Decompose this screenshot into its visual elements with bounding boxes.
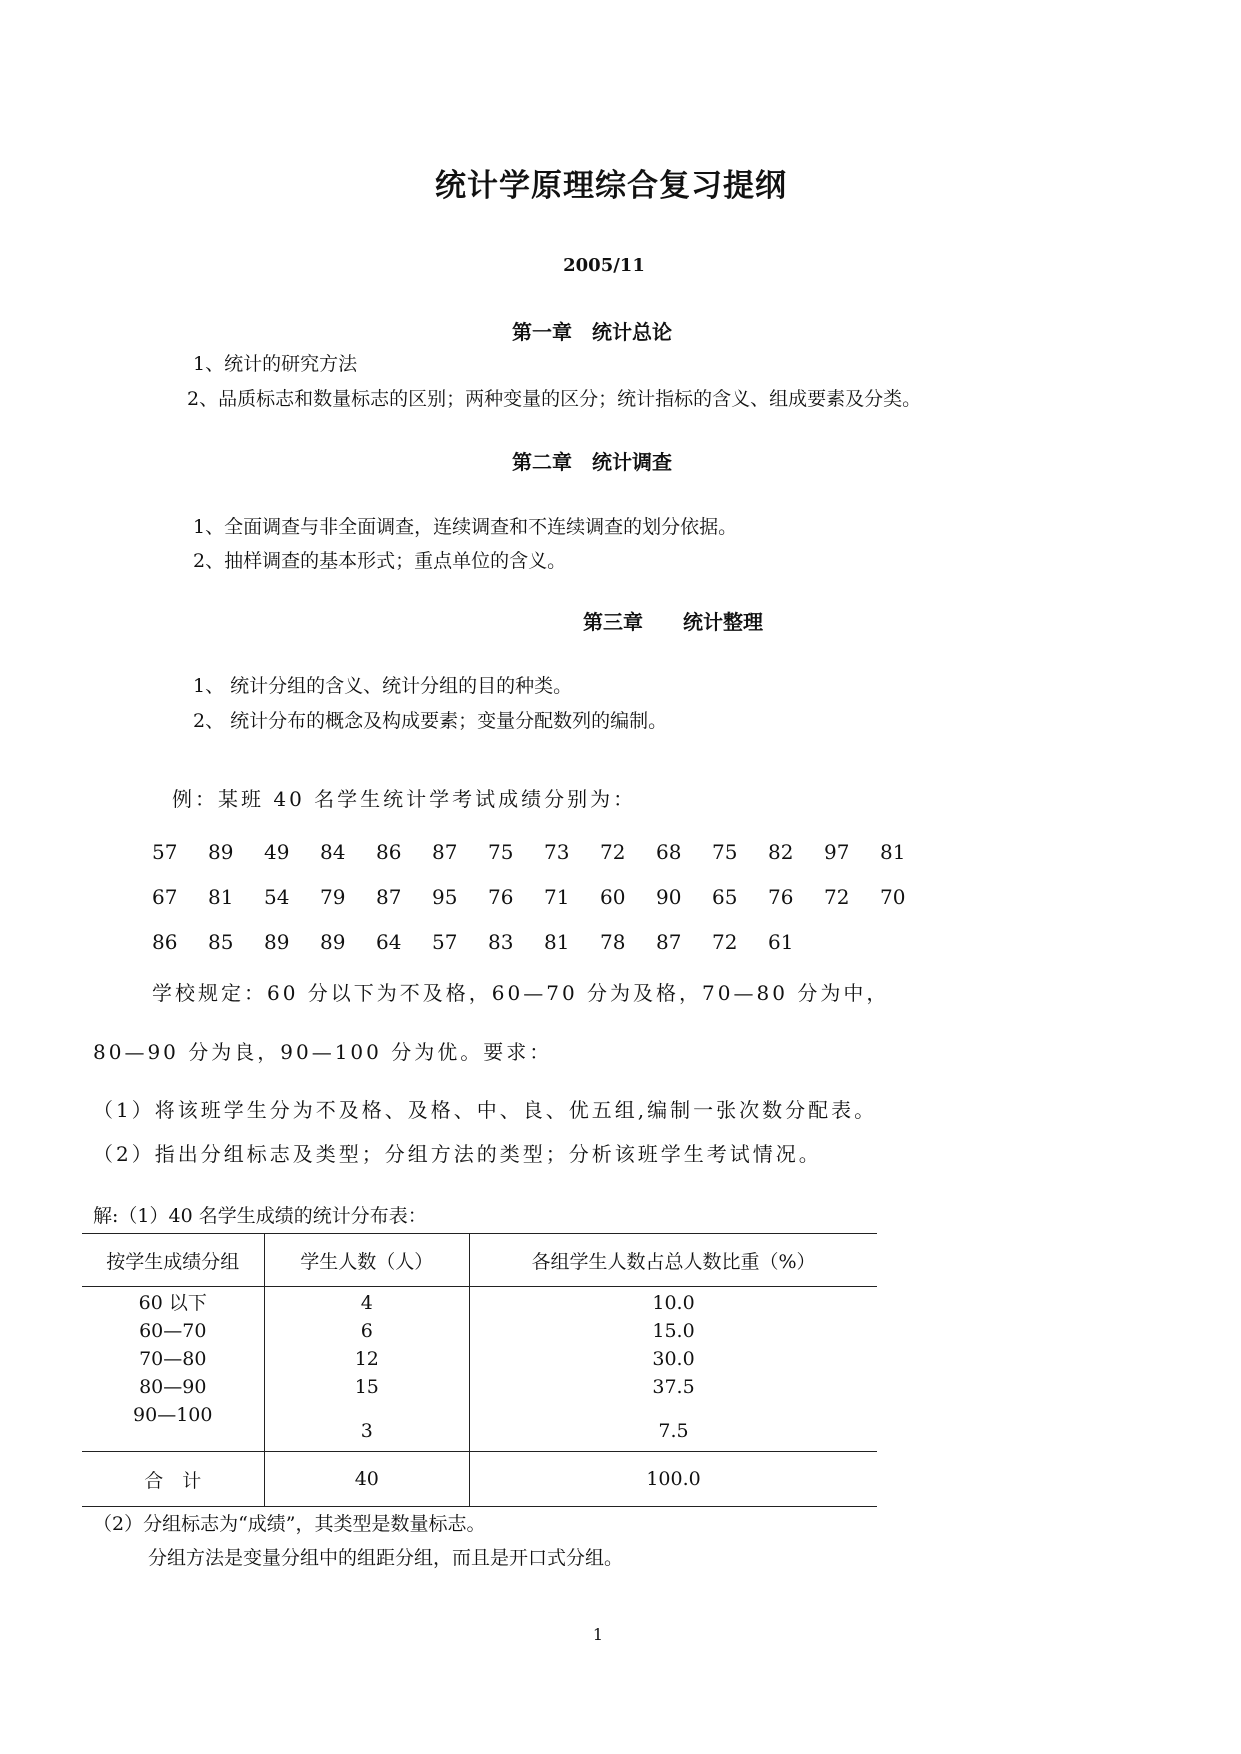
table-row — [82, 1287, 877, 1318]
score-value: 87 — [432, 840, 458, 864]
table-row — [82, 1345, 877, 1373]
percentage-cell: 37.5 — [652, 1376, 695, 1398]
score-value: 89 — [208, 840, 234, 864]
score-value: 70 — [880, 885, 906, 909]
scores-row-2 — [152, 885, 936, 909]
score-value: 85 — [208, 930, 234, 954]
score-value: 81 — [880, 840, 906, 864]
scores-row-1 — [152, 840, 936, 864]
score-value: 83 — [488, 930, 514, 954]
percentage-cell: 10.0 — [652, 1292, 695, 1314]
percentage-cell: 30.0 — [652, 1348, 695, 1370]
score-value: 87 — [376, 885, 402, 909]
score-value: 60 — [600, 885, 626, 909]
score-value: 64 — [376, 930, 402, 954]
total-count-cell: 40 — [264, 1452, 470, 1507]
column-header-student-count: 学生人数（人） — [264, 1234, 470, 1287]
grade-group-cell: 90—100 — [133, 1404, 213, 1426]
chapter-2-item-2: 2、抽样调查的基本形式；重点单位的含义。 — [193, 550, 567, 572]
score-value: 90 — [656, 885, 682, 909]
table-row — [82, 1401, 877, 1452]
score-value: 97 — [824, 840, 850, 864]
table-caption: 解:（1）40 名学生成绩的统计分布表： — [93, 1205, 427, 1227]
score-value: 86 — [152, 930, 178, 954]
chapter-2-item-1: 1、全面调查与非全面调查，连续调查和不连续调查的划分依据。 — [193, 516, 738, 538]
student-count-cell: 12 — [264, 1345, 470, 1373]
score-value: 81 — [208, 885, 234, 909]
score-value: 87 — [656, 930, 682, 954]
student-count-cell: 3 — [264, 1401, 470, 1452]
chapter-3-item-1: 1、 统计分组的含义、统计分组的目的种类。 — [193, 675, 573, 697]
score-value: 57 — [432, 930, 458, 954]
column-header-grade-group: 按学生成绩分组 — [106, 1250, 240, 1273]
score-value: 49 — [264, 840, 290, 864]
grade-group-cell: 80—90 — [139, 1376, 207, 1398]
table-total-row — [82, 1452, 877, 1507]
table-header-row — [82, 1234, 877, 1287]
solution-note-1: （2）分组标志为“成绩”，其类型是数量标志。 — [93, 1513, 486, 1535]
document-title: 统计学原理综合复习提纲 — [435, 168, 787, 204]
grade-group-cell: 60 以下 — [138, 1292, 207, 1314]
percentage-cell: 15.0 — [652, 1320, 695, 1342]
grade-group-cell: 70—80 — [139, 1348, 207, 1370]
solution-note-2: 分组方法是变量分组中的组距分组，而且是开口式分组。 — [148, 1547, 624, 1569]
distribution-table — [82, 1233, 877, 1507]
score-value: 67 — [152, 885, 178, 909]
chapter-2-heading: 第二章 统计调查 — [512, 450, 672, 474]
score-value: 82 — [768, 840, 794, 864]
chapter-3-heading: 第三章 统计整理 — [583, 610, 763, 634]
total-percentage-cell: 100.0 — [646, 1468, 701, 1490]
chapter-1-heading: 第一章 统计总论 — [512, 320, 672, 344]
chapter-1-item-2: 2、品质标志和数量标志的区别；两种变量的区分；统计指标的含义、组成要素及分类。 — [187, 388, 922, 410]
score-value: 76 — [488, 885, 514, 909]
student-count-cell: 6 — [264, 1317, 470, 1345]
score-value: 68 — [656, 840, 682, 864]
score-value: 78 — [600, 930, 626, 954]
score-value: 76 — [768, 885, 794, 909]
score-value: 81 — [544, 930, 570, 954]
score-value: 57 — [152, 840, 178, 864]
table-row — [82, 1373, 877, 1401]
grading-rule-line-2: 80—90 分为良，90—100 分为优。要求： — [93, 1040, 553, 1064]
score-value: 54 — [264, 885, 290, 909]
score-value: 89 — [320, 930, 346, 954]
document-date: 2005/11 — [563, 255, 645, 276]
example-intro: 例：某班 40 名学生统计学考试成绩分别为： — [172, 787, 637, 811]
score-value: 71 — [544, 885, 570, 909]
scores-row-3 — [152, 930, 824, 954]
score-value: 75 — [488, 840, 514, 864]
requirement-2: （2）指出分组标志及类型；分组方法的类型；分析该班学生考试情况。 — [93, 1142, 822, 1166]
percentage-cell: 7.5 — [658, 1420, 689, 1442]
score-value: 61 — [768, 930, 794, 954]
table-row — [82, 1317, 877, 1345]
score-value: 84 — [320, 840, 346, 864]
grading-rule-line-1: 学校规定：60 分以下为不及格，60—70 分为及格，70—80 分为中， — [152, 981, 890, 1005]
student-count-cell: 15 — [264, 1373, 470, 1401]
total-label-cell: 合 计 — [144, 1469, 202, 1492]
score-value: 72 — [712, 930, 738, 954]
score-value: 86 — [376, 840, 402, 864]
score-value: 95 — [432, 885, 458, 909]
score-value: 65 — [712, 885, 738, 909]
score-value: 75 — [712, 840, 738, 864]
column-header-percentage: 各组学生人数占总人数比重（%） — [531, 1250, 816, 1273]
grade-group-cell: 60—70 — [139, 1320, 207, 1342]
student-count-cell: 4 — [264, 1287, 470, 1318]
requirement-1: （1）将该班学生分为不及格、及格、中、良、优五组,编制一张次数分配表。 — [93, 1098, 878, 1122]
score-value: 73 — [544, 840, 570, 864]
page-number: 1 — [592, 1625, 604, 1644]
score-value: 72 — [824, 885, 850, 909]
score-value: 89 — [264, 930, 290, 954]
chapter-3-item-2: 2、 统计分布的概念及构成要素；变量分配数列的编制。 — [193, 710, 668, 732]
score-value: 79 — [320, 885, 346, 909]
chapter-1-item-1: 1、统计的研究方法 — [193, 353, 358, 375]
score-value: 72 — [600, 840, 626, 864]
